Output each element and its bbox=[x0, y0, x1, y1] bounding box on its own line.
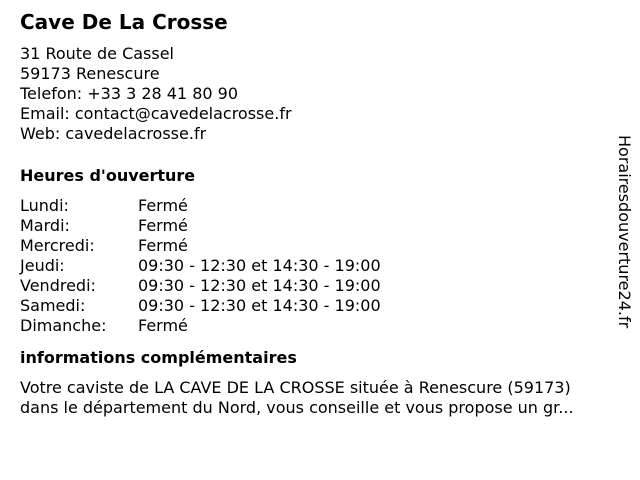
day-hours: 09:30 - 12:30 et 14:30 - 19:00 bbox=[138, 256, 381, 275]
business-name: Cave De La Crosse bbox=[20, 10, 228, 34]
hours-row-sunday bbox=[20, 316, 620, 336]
address-line-1: 31 Route de Cassel bbox=[20, 44, 174, 63]
day-label: Mercredi: bbox=[20, 236, 95, 255]
contact-block bbox=[20, 44, 620, 144]
hours-row-tuesday bbox=[20, 216, 620, 236]
hours-table bbox=[20, 196, 620, 336]
phone-text: Telefon: +33 3 28 41 80 90 bbox=[20, 84, 239, 103]
day-label: Lundi: bbox=[20, 196, 69, 215]
day-hours: Fermé bbox=[138, 236, 188, 255]
day-label: Samedi: bbox=[20, 296, 86, 315]
hours-row-friday bbox=[20, 276, 620, 296]
day-hours: 09:30 - 12:30 et 14:30 - 19:00 bbox=[138, 296, 381, 315]
business-card bbox=[20, 10, 620, 418]
hours-row-saturday bbox=[20, 296, 620, 316]
hours-heading: Heures d'ouverture bbox=[20, 166, 196, 185]
day-label: Vendredi: bbox=[20, 276, 96, 295]
day-label: Jeudi: bbox=[20, 256, 65, 275]
email-text: Email: contact@cavedelacrosse.fr bbox=[20, 104, 292, 123]
day-hours: Fermé bbox=[138, 316, 188, 335]
info-heading: informations complémentaires bbox=[20, 348, 297, 367]
description-line-1: Votre caviste de LA CAVE DE LA CROSSE située à Renescure (59173) bbox=[20, 378, 571, 397]
address-line-2: 59173 Renescure bbox=[20, 64, 160, 83]
site-watermark: Horairesdouverture24.fr bbox=[615, 135, 634, 329]
day-hours: Fermé bbox=[138, 196, 188, 215]
day-label: Dimanche: bbox=[20, 316, 107, 335]
day-label: Mardi: bbox=[20, 216, 70, 235]
hours-row-wednesday bbox=[20, 236, 620, 256]
description-line-2: dans le département du Nord, vous conseille et vous propose un gr... bbox=[20, 398, 574, 417]
day-hours: Fermé bbox=[138, 216, 188, 235]
web-text: Web: cavedelacrosse.fr bbox=[20, 124, 207, 143]
day-hours: 09:30 - 12:30 et 14:30 - 19:00 bbox=[138, 276, 381, 295]
hours-row-thursday bbox=[20, 256, 620, 276]
hours-row-monday bbox=[20, 196, 620, 216]
